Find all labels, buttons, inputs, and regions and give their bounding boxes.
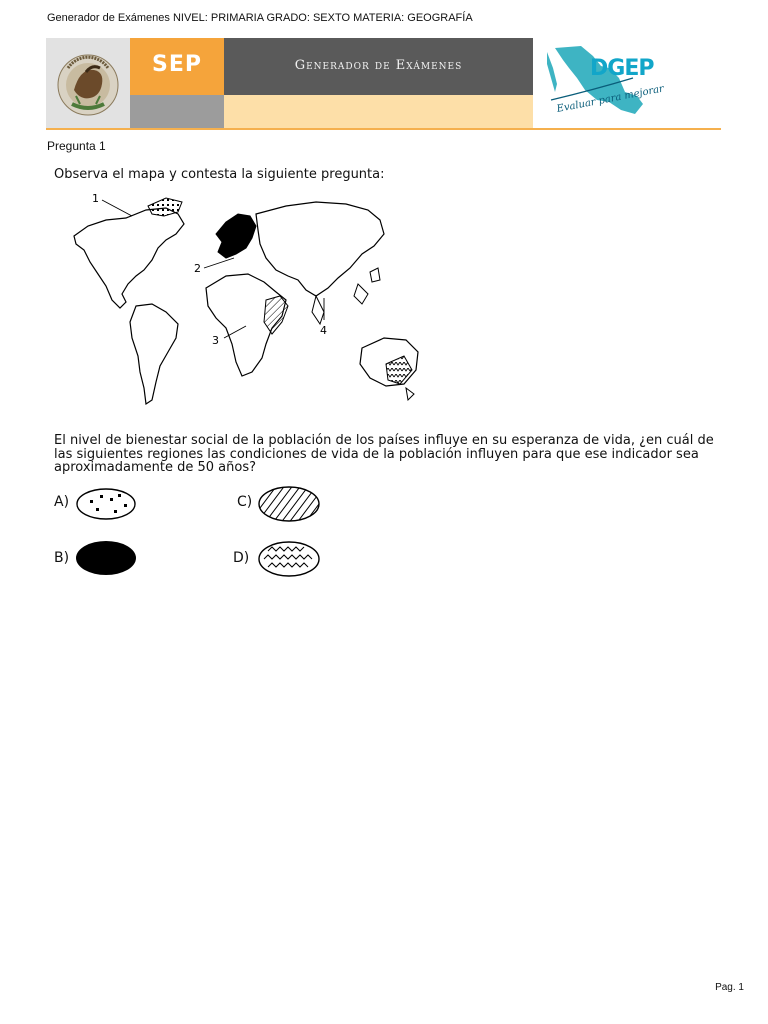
- page-number: Pag. 1: [715, 982, 744, 993]
- map-label-4: 4: [320, 324, 327, 337]
- question-instruction: Observa el mapa y contesta la siguiente pregunta:: [54, 167, 385, 182]
- dgep-logo-text: DGEP: [590, 56, 654, 81]
- option-c-hatch-icon[interactable]: [256, 484, 322, 524]
- north-america-shape: [74, 208, 184, 308]
- header-line: Generador de Exámenes NIVEL: PRIMARIA GRADO: SEXTO MATERIA: GEOGRAFÍA: [47, 12, 473, 24]
- option-b-solid-icon[interactable]: [74, 539, 138, 577]
- seal-box: [46, 38, 130, 128]
- banner-divider: [46, 128, 721, 130]
- option-a-dots-icon[interactable]: [74, 486, 138, 522]
- map-label-1: 1: [92, 192, 99, 205]
- sep-logo: SEP: [152, 52, 202, 77]
- dgep-slogan: Evaluar para mejorar: [555, 83, 665, 115]
- sep-gray-block: [130, 95, 224, 128]
- south-america-shape: [130, 304, 178, 404]
- question-number: Pregunta 1: [47, 139, 106, 153]
- dgep-logo-area: [533, 38, 721, 128]
- option-a-label[interactable]: A): [54, 494, 70, 510]
- asia-shape: [256, 202, 384, 296]
- map-label-2: 2: [194, 262, 201, 275]
- map-label-3: 3: [212, 334, 219, 347]
- option-d-zigzag-icon[interactable]: [256, 539, 322, 579]
- banner-title: Generador de Exámenes: [294, 58, 463, 73]
- question-text: El nivel de bienestar social de la población de los países influye en su esperanza de vida, ¿en cuál de las siguientes regiones las condiciones de vida de la población influyen para que ese indicador sea aproximadamente de 50 años?: [54, 433, 714, 475]
- mexico-map-icon: [533, 38, 653, 128]
- option-c-label[interactable]: C): [237, 494, 253, 510]
- header-banner: [46, 38, 721, 130]
- europe-shape: [216, 214, 256, 258]
- world-map-illustration: [66, 188, 426, 413]
- east-africa-hatch: [264, 296, 288, 334]
- option-d-label[interactable]: D): [233, 550, 250, 566]
- coat-of-arms-icon: [46, 38, 130, 128]
- option-b-label[interactable]: B): [54, 550, 70, 566]
- title-bar-lower: [224, 95, 533, 128]
